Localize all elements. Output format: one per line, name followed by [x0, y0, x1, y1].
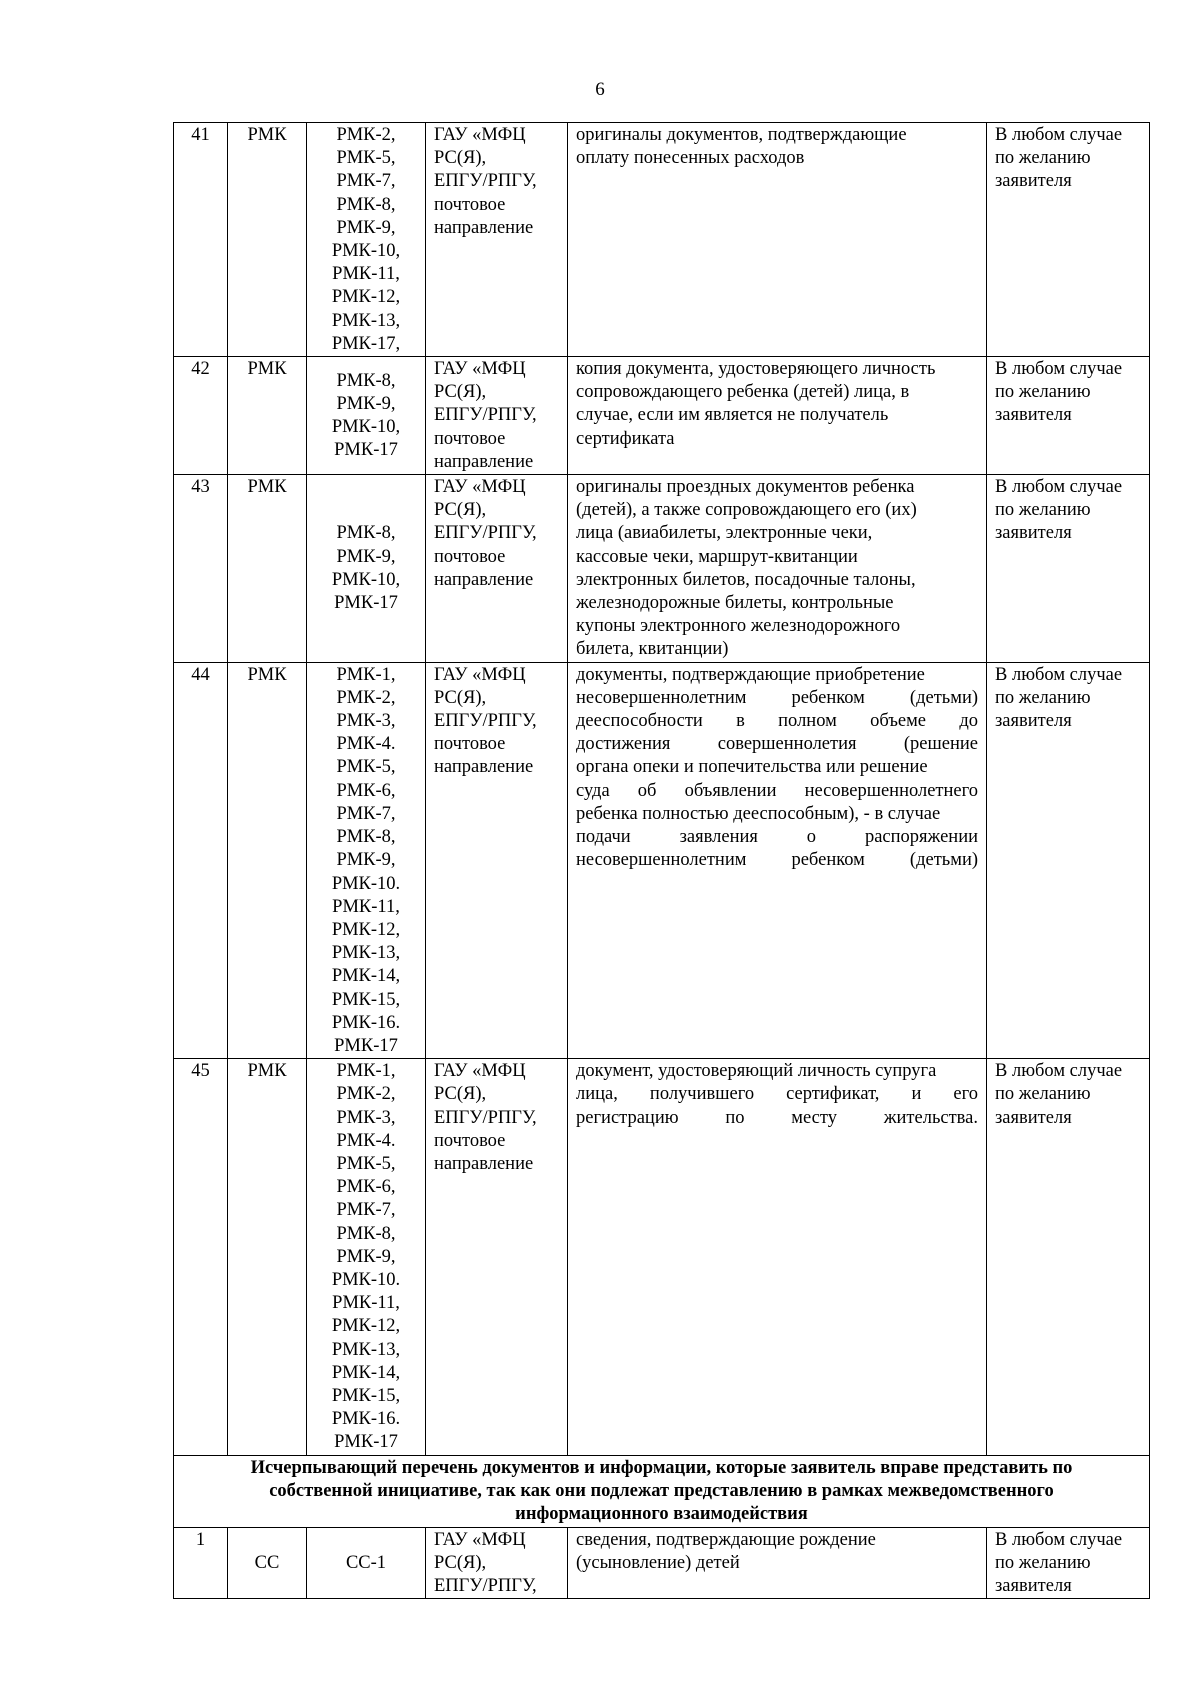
section-header-row	[174, 1455, 1150, 1527]
section-title: Исчерпывающий перечень документов и информации, которые заявитель вправе представить по собственной инициативе, так как они подлежат представлению в рамках межведомственного информационного взаимодействия	[174, 1455, 1150, 1527]
submission-condition: В любом случае по желанию заявителя	[987, 1527, 1150, 1599]
document-code: СС	[228, 1527, 307, 1599]
submission-condition: В любом случае по желанию заявителя	[987, 662, 1150, 1058]
row-number: 44	[174, 662, 228, 1058]
document-description: документы, подтверждающие приобретение несовершеннолетним ребенком (детьми) дееспособности в полном объеме до достижения совершеннолетия (решение органа опеки и попечительства или решение суда об объявлении несовершеннолетнего ребенка полностью дееспособным), - в случае подачи заявления о распоряжении несовершеннолетним ребенком (детьми)	[568, 662, 987, 1058]
table-row	[174, 123, 1150, 357]
table-row	[174, 1059, 1150, 1455]
document-description: копия документа, удостоверяющего личность сопровождающего ребенка (детей) лица, в случае, если им является не получатель сертификата	[568, 357, 987, 475]
submission-condition: В любом случае по желанию заявителя	[987, 475, 1150, 663]
submission-method: ГАУ «МФЦ РС(Я), ЕПГУ/РПГУ, почтовое направление	[426, 662, 568, 1058]
submission-condition: В любом случае по желанию заявителя	[987, 1059, 1150, 1455]
document-subcodes: РМК-1, РМК-2, РМК-3, РМК-4. РМК-5, РМК-6, РМК-7, РМК-8, РМК-9, РМК-10. РМК-11, РМК-12, РМК-13, РМК-14, РМК-15, РМК-16. РМК-17	[307, 662, 426, 1058]
submission-method: ГАУ «МФЦ РС(Я), ЕПГУ/РПГУ, почтовое направление	[426, 1059, 568, 1455]
document-subcodes: РМК-2, РМК-5, РМК-7, РМК-8, РМК-9, РМК-10, РМК-11, РМК-12, РМК-13, РМК-17,	[307, 123, 426, 357]
table-row	[174, 662, 1150, 1058]
document-code: РМК	[228, 1059, 307, 1455]
document-description: сведения, подтверждающие рождение (усыновление) детей	[568, 1527, 987, 1599]
row-number: 41	[174, 123, 228, 357]
row-number: 45	[174, 1059, 228, 1455]
submission-method: ГАУ «МФЦ РС(Я), ЕПГУ/РПГУ, почтовое направление	[426, 123, 568, 357]
row-number: 1	[174, 1527, 228, 1599]
submission-method: ГАУ «МФЦ РС(Я), ЕПГУ/РПГУ, почтовое направление	[426, 357, 568, 475]
page-number: 6	[595, 79, 605, 100]
documents-table	[173, 122, 1150, 1599]
table-row	[174, 357, 1150, 475]
submission-condition: В любом случае по желанию заявителя	[987, 357, 1150, 475]
document-subcodes: РМК-1, РМК-2, РМК-3, РМК-4. РМК-5, РМК-6, РМК-7, РМК-8, РМК-9, РМК-10. РМК-11, РМК-12, РМК-13, РМК-14, РМК-15, РМК-16. РМК-17	[307, 1059, 426, 1455]
row-number: 43	[174, 475, 228, 663]
document-description: документ, удостоверяющий личность супруга лица, получившего сертификат, и его регистрацию по месту жительства.	[568, 1059, 987, 1455]
submission-method: ГАУ «МФЦ РС(Я), ЕПГУ/РПГУ, почтовое направление	[426, 475, 568, 663]
document-code: РМК	[228, 357, 307, 475]
document-code: РМК	[228, 662, 307, 1058]
table-row	[174, 1527, 1150, 1599]
document-subcodes: СС-1	[307, 1527, 426, 1599]
submission-condition: В любом случае по желанию заявителя	[987, 123, 1150, 357]
document-description: оригиналы проездных документов ребенка (детей), а также сопровождающего его (их) лица (авиабилеты, электронные чеки, кассовые чеки, маршрут-квитанции электронных билетов, посадочные талоны, железнодорожные билеты, контрольные купоны электронного железнодорожного билета, квитанции)	[568, 475, 987, 663]
submission-method: ГАУ «МФЦ РС(Я), ЕПГУ/РПГУ,	[426, 1527, 568, 1599]
document-subcodes: РМК-8, РМК-9, РМК-10, РМК-17	[307, 475, 426, 663]
document-code: РМК	[228, 475, 307, 663]
row-number: 42	[174, 357, 228, 475]
table-row	[174, 475, 1150, 663]
document-subcodes: РМК-8, РМК-9, РМК-10, РМК-17	[307, 357, 426, 475]
document-description: оригиналы документов, подтверждающие оплату понесенных расходов	[568, 123, 987, 357]
document-code: РМК	[228, 123, 307, 357]
